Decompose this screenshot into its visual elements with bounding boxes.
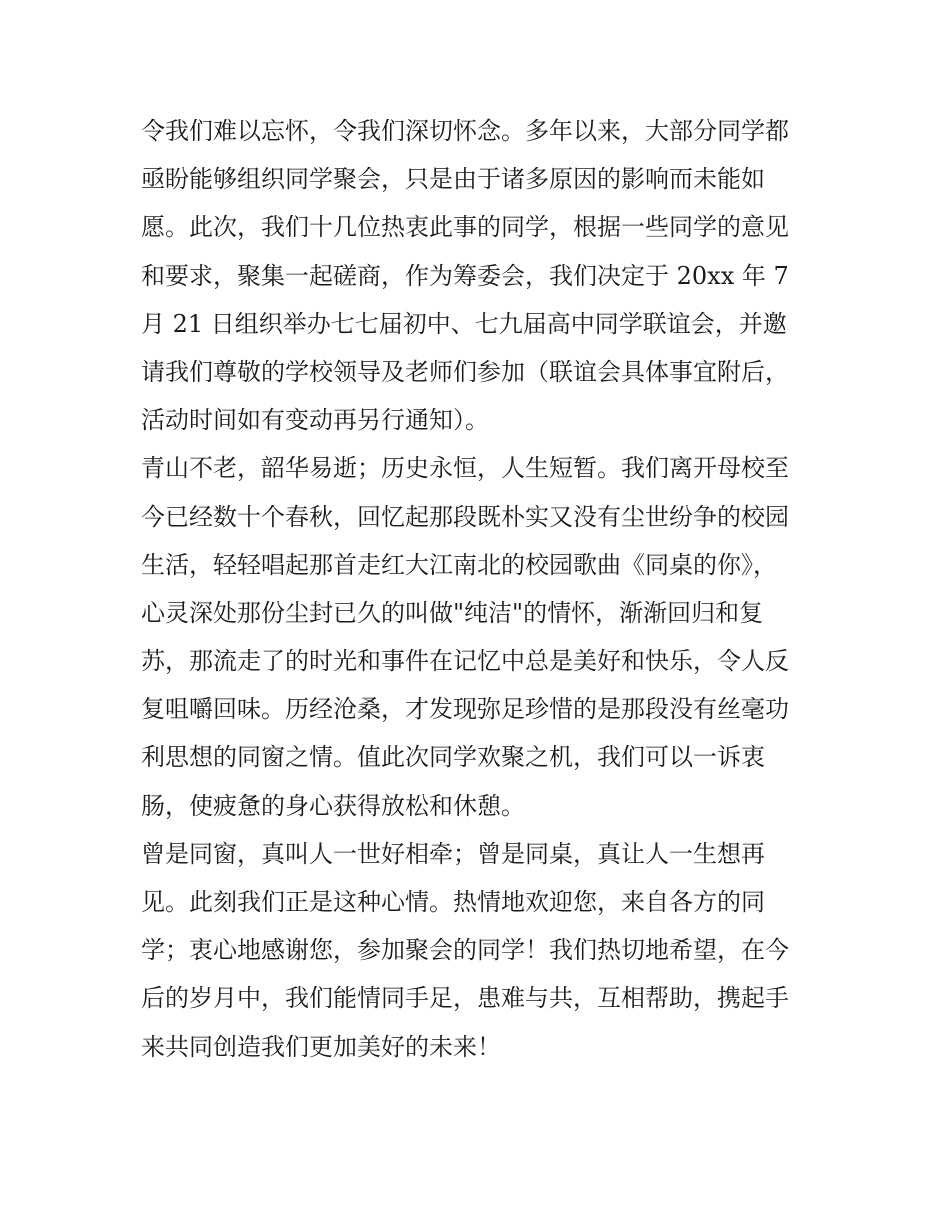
text-line: 复咀嚼回味。历经沧桑，才发现弥足珍惜的是那段没有丝毫功: [141, 695, 789, 724]
text-line: 亟盼能够组织同学聚会，只是由于诸多原因的影响而未能如: [141, 165, 765, 194]
paragraph-2: [141, 444, 821, 830]
text-line: 肠，使疲惫的身心获得放松和休憩。: [141, 791, 525, 820]
text-line: 活动时间如有变动再另行通知）。: [141, 406, 489, 435]
paragraph-1: [141, 107, 821, 444]
text-line: 后的岁月中，我们能情同手足，患难与共，互相帮助，携起手: [141, 984, 789, 1013]
text-line: 请我们尊敬的学校领导及老师们参加（联谊会具体事宜附后，: [141, 357, 789, 386]
text-line: 见。此刻我们正是这种心情。热情地欢迎您，来自各方的同: [141, 888, 765, 916]
document-body: [141, 107, 821, 1071]
text-line: 今已经数十个春秋，回忆起那段既朴实又没有尘世纷争的校园: [141, 502, 789, 531]
text-line: 来共同创造我们更加美好的未来！: [141, 1032, 501, 1061]
text-line: 学；衷心地感谢您，参加聚会的同学！我们热切地希望，在今: [141, 936, 789, 965]
text-line: 月 21 日组织举办七七届初中、七九届高中同学联谊会，并邀: [141, 309, 787, 338]
text-line: 愿。此次，我们十几位热衷此事的同学，根据一些同学的意见: [141, 213, 789, 242]
text-line: 和要求，聚集一起磋商，作为筹委会，我们决定于 20xx 年 7: [141, 261, 789, 290]
text-line: 苏，那流走了的时光和事件在记忆中总是美好和快乐，令人反: [141, 647, 789, 676]
text-line: 令我们难以忘怀，令我们深切怀念。多年以来，大部分同学都: [141, 117, 789, 145]
text-line: 青山不老，韶华易逝；历史永恒，人生短暂。我们离开母校至: [141, 454, 789, 483]
text-line: 利思想的同窗之情。值此次同学欢聚之机，我们可以一诉衷: [141, 743, 765, 772]
text-line: 曾是同窗，真叫人一世好相牵；曾是同桌，真让人一生想再: [141, 839, 765, 868]
paragraph-3: [141, 830, 821, 1071]
text-line: 心灵深处那份尘封已久的叫做"纯洁"的情怀，渐渐回归和复: [141, 598, 764, 627]
text-line: 生活，轻轻唱起那首走红大江南北的校园歌曲《同桌的你》，: [141, 550, 777, 579]
